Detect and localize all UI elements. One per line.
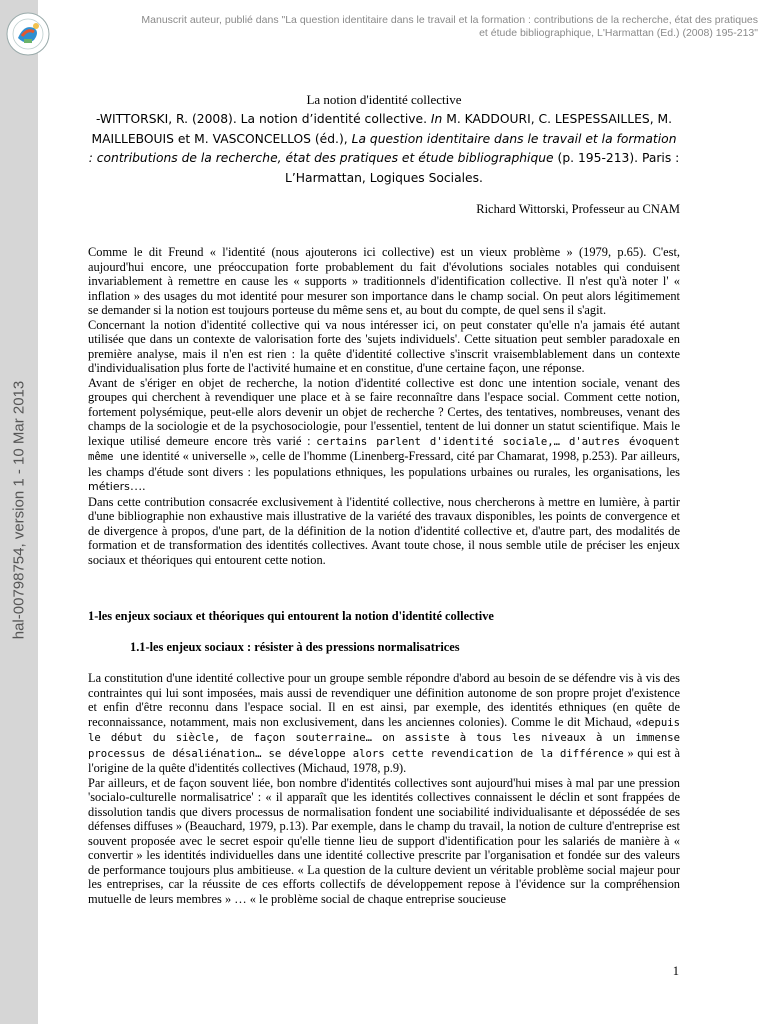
manuscript-header-note [58, 14, 758, 40]
paragraph-1: Comme le dit Freund « l'identité (nous ajouterons ici collective) est un vieux problème » (1979, p.65). C'est, aujourd'hui encore, une préoccupation forte probablement du fait d'évolutions sociales notables qui conduisent invariablement à remettre en cause les « supports » traditionnels d'identification collective. Il n'est qu'à noter l' « inflation » des usages du mot identité pour mesurer son importance dans le champ social. On peut alors légitimement se demander si la notion est toujours porteuse du même sens et, au bout du compte, de quel sens il s'agit. [88, 245, 680, 317]
paragraph-3-a: Avant de s'ériger en objet de recherche, la notion d'identité collective est donc une intention sociale, venant des groupes qui cherchent à revendiquer une place et à se faire reconnaître dans l'espace social. Comment cette notion, fortement polysémique, peut-elle alors devenir un objet de recherche ? Certes, des tentatives, nombreuses, venant des champs de la sociologie et de la psychosociologie, pour l'essentiel, tentent de lui donner un statut scientifique. Mais le lexique utilisé demeure encore très varié : [88, 375, 680, 448]
paragraph-5 [88, 671, 680, 776]
paragraph-4: Dans cette contribution consacrée exclusivement à l'identité collective, nous chercherons à mettre en lumière, à partir d'une bibliographie non exhaustive mais illustrative de la variété des travaux disponibles, les points de convergence et de divergence à propos, d'une part, de la définition de la notion d'identité collective et, d'autre part, des modalités de formation et de transformation des identités collectives. Avant toute chose, il nous semble utile de préciser les enjeux sociaux et théoriques qui entourent cette notion. [88, 494, 680, 567]
paragraph-3-metiers: métiers [88, 480, 130, 493]
paper-title: La notion d'identité collective [306, 92, 462, 107]
paragraph-5-c: » qui est à l'origine de la quête d'identités collectives (Michaud, 1978, p.9). [88, 745, 681, 775]
section-heading-1-1: 1.1-les enjeux sociaux : résister à des pressions normalisatrices [130, 640, 460, 654]
citation-in-label: In [430, 112, 443, 126]
citation-part-1: -WITTORSKI, R. (2008). La notion d’identité collective. [95, 112, 431, 126]
section-heading-1: 1-les enjeux sociaux et théoriques qui entourent la notion d'identité collective [88, 609, 494, 623]
paragraph-6: Par ailleurs, et de façon souvent liée, bon nombre d'identités collectives sont aujourd'hui mises à mal par une pression 'socialo-culturelle normalisatrice' : « il apparaît que les identités collectives connaissent le déclin et sont frappées de dissolution tandis que divers processus de normalisation fondent une sociabilité individualisante et dépossédée de ses défenses diffuses » (Beauchard, 1979, p.13). Par exemple, dans le champ du travail, la notion de culture d'entreprise est souvent proposée avec le secret espoir qu'elle tienne lieu de support d'identification pour les salariés de manière à « convertir » les identités individuelles dans une identité collective prescrite par l'organisation et fondée sur des valeurs de performance toujours plus ambitieuse. « La question de la culture devient un véritable problème social majeur pour les entreprises, car la réussite de ces efforts collectifs de développement repose à l'évidence sur la compréhension mutuelle de leurs membres » … « le problème social de chaque entreprise soucieuse [88, 775, 680, 906]
citation-part-2: M. KADDOURI, C. LESPESSAILLES, M. MAILLEBOUIS et M. VASCONCELLOS (éd.), [91, 112, 673, 146]
hal-archive-logo-icon [4, 10, 52, 58]
hal-identifier: hal-00798754, version 1 - 10 Mar 2013 [10, 380, 28, 640]
header-line-2: et étude bibliographique, L'Harmattan (Ed.) (2008) 195-213" [479, 27, 758, 39]
page-body [88, 92, 680, 906]
page-number: 1 [672, 964, 679, 978]
paragraph-3-c: identité « universelle », celle de l'homme (Linenberg-Fressard, cité par Chamarat, 1998, p.253). Par ailleurs, les champs d'étude sont divers : les populations ethniques, les populations urbaines ou rurales, les organisations, les [88, 449, 680, 479]
citation-book-title: La question identitaire dans le travail et la formation : contributions de la recherche, état des pratiques et étude bibliographique [88, 131, 677, 165]
paragraph-5-quote: depuis le début du siècle, de façon souterraine… on assiste à tous les niveaux à un immense processus de désaliénation… se développe alors cette revendication de la différence [88, 716, 680, 760]
header-line-1: Manuscrit auteur, publié dans "La question identitaire dans le travail et la formation : contributions de la recherche, état des pratiques [141, 14, 758, 26]
author-line: Richard Wittorski, Professeur au CNAM [476, 202, 680, 216]
paragraph-3 [88, 376, 680, 495]
paragraph-3-e: …. [129, 479, 146, 493]
paragraph-5-a: La constitution d'une identité collective pour un groupe semble répondre d'abord au besoin de se défendre vis à vis des contraintes qui lui sont imposées, mais aussi de revendiquer une définition autonome de son propre projet d'existence et enfin d'être reconnu dans l'espace social. Il en est ainsi, par exemple, des identités ethniques (en quête de reconnaissance, notamment, mais non exclusivement, dans les anciennes colonies). Comme le dit Michaud, « [88, 671, 680, 729]
citation [88, 110, 680, 188]
citation-part-3: (p. 195-213). Paris : L’Harmattan, Logiques Sociales. [285, 151, 680, 185]
hal-sidebar [0, 0, 38, 1024]
paragraph-2: Concernant la notion d'identité collective qui va nous intéresser ici, on peut constater qu'elle n'a jamais été autant utilisée que dans un contexte de valorisation forte des 'sujets individuels'. Cette situation peut sembler paradoxale en première analyse, mais il n'en est rien : la quête d'identité collective s'inscrit vraisemblablement dans un contexte d'individualisation plus forte de l'activité humaine et en constitue, d'une certaine façon, une réponse. [88, 317, 680, 375]
paragraph-3-quote: certains parlent d'identité sociale,… d'autres évoquent même une [88, 435, 680, 463]
